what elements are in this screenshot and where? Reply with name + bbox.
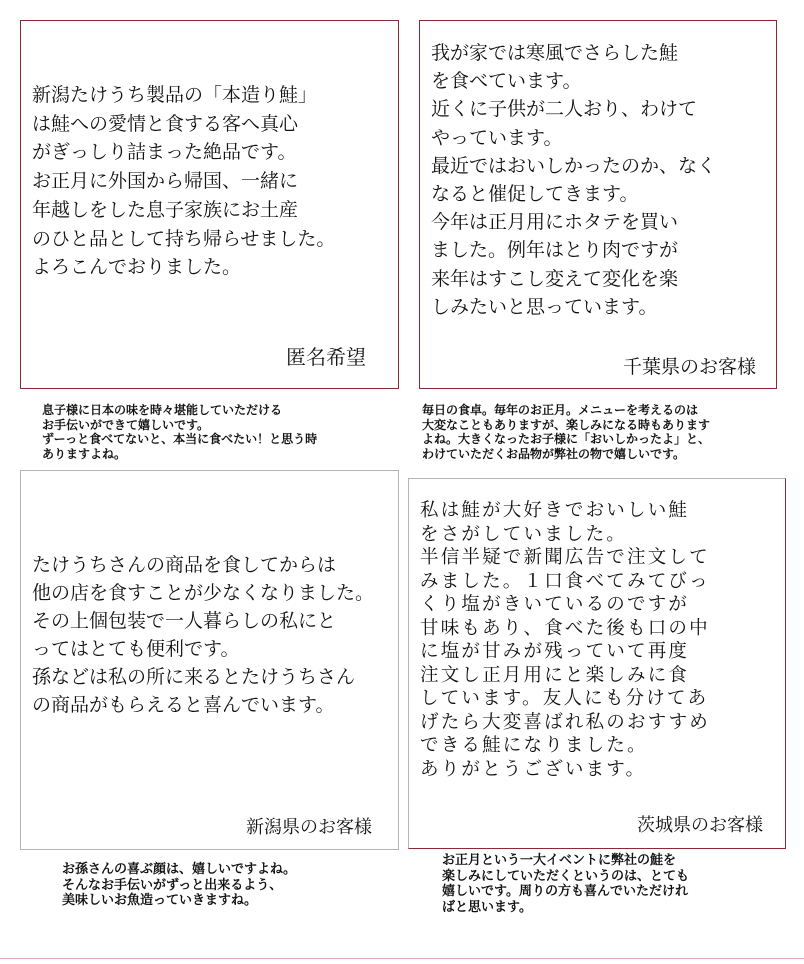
- testimonial-line: 今年は正月用にホタテを買い: [431, 211, 679, 234]
- reply-line: 嬉しいです。周りの方も喜んでいただけれ: [442, 884, 688, 899]
- testimonial-card-2: [419, 20, 777, 389]
- testimonial-line: は鮭への愛情と食する客へ真心: [32, 112, 299, 135]
- testimonial-line: ありがとうございます。: [420, 758, 647, 780]
- testimonial-line: 甘味もあり、食べた後も口の中: [420, 617, 710, 639]
- reply-line: 息子様に日本の味を時々堪能していただける: [42, 403, 283, 417]
- testimonial-line: を食べています。: [431, 70, 582, 93]
- testimonial-line: 私は鮭が大好きでおいしい鮭: [420, 500, 690, 521]
- reply-line: 美味しいお魚造っていきますね。: [62, 893, 258, 908]
- testimonial-line: しみたいと思っています。: [431, 295, 658, 318]
- testimonial-line: の商品がもらえると喜んでいます。: [32, 694, 335, 716]
- reply-line: 大変なこともありますが、楽しみになる時もあります: [422, 417, 711, 432]
- testimonial-line: に塩が甘みが残っていて再度: [420, 641, 690, 662]
- testimonial-line: 他の店を食すことが少なくなりました。: [32, 582, 375, 604]
- testimonial-signature: 茨城県のお客様: [637, 815, 763, 836]
- reply-line: お正月という一大イベントに弊社の鮭を: [442, 853, 677, 868]
- testimonial-line: できる鮭になりました。: [420, 735, 648, 756]
- testimonial-line: その上個包装で一人暮らしの私にと: [32, 610, 337, 632]
- reply-note-3: [62, 862, 296, 909]
- reply-line: ありますよね。: [42, 446, 127, 461]
- testimonial-card-4: [408, 478, 786, 849]
- testimonial-line: 来年はすこし変えて変化を楽: [431, 267, 679, 290]
- testimonial-line: お正月に外国から帰国、一緒に: [32, 170, 299, 193]
- reply-line: よね。大きくなったお子様に「おいしかったよ」と、: [422, 432, 711, 446]
- testimonial-line: 半信半疑で新聞広告で注文して: [420, 547, 710, 568]
- testimonial-body: [32, 81, 398, 282]
- testimonial-line: しています。友人にも分けてあ: [420, 688, 709, 709]
- testimonial-line: 近くに子供が二人おり、わけて: [431, 98, 698, 121]
- testimonial-line: 年越しをした息子家族にお土産: [32, 198, 299, 221]
- testimonial-line: がぎっしり詰まった絶品です。: [32, 141, 297, 164]
- reply-note-4: [442, 853, 689, 915]
- reply-line: そんなお手伝いがずっと出来るよう、: [62, 877, 283, 893]
- reply-line: お孫さんの喜ぶ顔は、嬉しいですよね。: [62, 862, 297, 877]
- testimonial-body: [420, 499, 785, 781]
- testimonial-body: [431, 39, 776, 321]
- testimonial-card-3: [20, 470, 399, 850]
- testimonial-line: 最近ではおいしかったのか、なく: [431, 154, 717, 177]
- testimonial-line: みました。１口食べてみてびっ: [420, 570, 710, 592]
- testimonial-line: なると催促してきます。: [431, 183, 639, 206]
- testimonial-line: 新潟たけうち製品の「本造り鮭」: [32, 84, 318, 106]
- testimonial-signature: 新潟県のお客様: [246, 817, 372, 838]
- testimonial-line: 注文し正月用にと楽しみに食: [420, 664, 690, 686]
- reply-note-2: [422, 403, 710, 461]
- testimonial-line: のひと品として持ち帰らせました。: [32, 227, 336, 250]
- testimonial-signature: 匿名希望: [286, 345, 366, 369]
- reply-note-1: [42, 403, 317, 461]
- reply-line: 楽しみにしていただくというのは、とても: [442, 868, 690, 884]
- testimonial-line: やっています。: [431, 126, 563, 149]
- testimonial-line: ました。例年はとり肉ですが: [431, 239, 679, 262]
- testimonial-line: たけうちさんの商品を食してからは: [32, 554, 337, 576]
- reply-line: ばと思います。: [442, 899, 532, 915]
- bottom-divider: [0, 958, 804, 959]
- testimonial-line: ってはとても便利です。: [32, 638, 240, 660]
- testimonial-line: をさがしていました。: [420, 523, 628, 545]
- testimonial-line: くり塩がきいているのですが: [420, 594, 690, 615]
- testimonial-line: 孫などは私の所に来るとたけうちさん: [32, 666, 356, 688]
- reply-line: 毎日の食卓。毎年のお正月。メニューを考えるのは: [422, 403, 699, 417]
- reply-line: わけていただくお品物が弊社の物で嬉しいです。: [422, 446, 686, 461]
- testimonial-line: 我が家では寒風でさらした鮭: [431, 42, 679, 64]
- testimonial-line: よろこんでおりました。: [32, 256, 242, 279]
- testimonial-body: [32, 551, 398, 719]
- testimonial-card-1: [20, 20, 399, 389]
- testimonial-line: げたら大変喜ばれ私のおすすめ: [420, 711, 710, 733]
- testimonial-signature: 千葉県のお客様: [622, 356, 756, 378]
- reply-line: お手伝いができて嬉しいです。: [42, 417, 210, 432]
- reply-line: ずーっと食べてないと、本当に食べたい！と思う時: [42, 432, 318, 446]
